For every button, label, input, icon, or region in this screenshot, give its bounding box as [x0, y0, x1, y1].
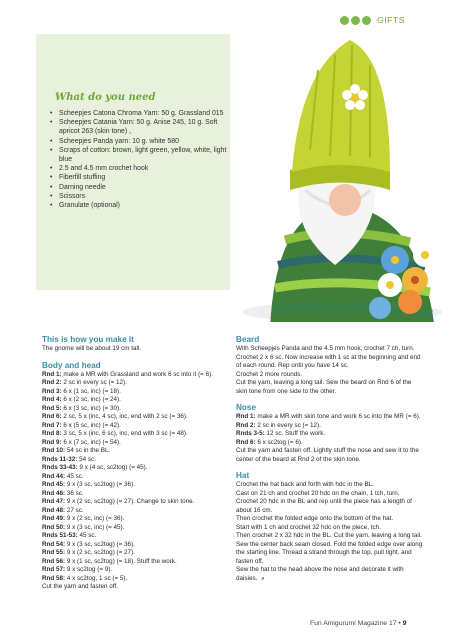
nose-rounds	[236, 413, 424, 447]
page-footer	[310, 620, 406, 627]
round-label: Rnds 33-43:	[42, 464, 78, 471]
round-line	[42, 422, 230, 431]
round-line	[42, 575, 230, 584]
paragraph: Sew the hat to the head above the nose and decorate it with daisies. »	[236, 566, 404, 582]
paragraph: Cut the yarn, leaving a long tail. Sew the beard on Rnd 6 of the skin tone from one side to the other.	[236, 379, 412, 395]
round-text: 9 x (2 sc, sc2tog) (= 27).	[65, 549, 135, 556]
round-label: Rnd 2:	[42, 379, 62, 386]
beard-text	[236, 345, 424, 396]
round-label: Rnds 3-5:	[236, 430, 265, 437]
round-label: Rnd 46:	[42, 489, 66, 497]
badge-icon	[340, 16, 349, 25]
round-text: 36 sc.	[65, 489, 84, 497]
round-line	[42, 473, 230, 482]
round-label: Rnd 9:	[42, 438, 62, 446]
page-number: 9	[402, 620, 407, 627]
round-text: make a MR with Grassland and work 6 sc into it (= 6).	[61, 370, 213, 378]
paragraph: Then crochet 2 x 32 hdc in the BL. Cut the yarn, leaving a long tail.	[236, 532, 422, 539]
beard-heading: Beard	[236, 335, 260, 344]
round-text: 3 sc, 5 x (inc, 6 sc), inc, end with 3 sc (= 48).	[61, 430, 188, 437]
round-text: 9 x (1 sc, sc2tog) (= 18). Stuff the work.	[65, 557, 177, 565]
round-text: 6 x (1 sc, inc) (= 18).	[61, 387, 121, 395]
round-label: Rnd 50:	[42, 523, 66, 531]
round-text: 2 sc, 5 x (inc, 4 sc), inc, end with 2 sc (= 36).	[61, 413, 188, 420]
round-label: Rnd 54:	[42, 540, 66, 548]
round-text: 54 sc in the BL.	[65, 447, 111, 454]
round-text: 9 x (3 sc, sc2tog) (= 36).	[65, 540, 135, 548]
round-text: 9 x (4 sc, sc2tog) (= 45).	[77, 464, 148, 471]
round-line	[42, 490, 230, 499]
round-line	[42, 532, 230, 541]
round-label: Rnd 2:	[236, 421, 256, 429]
round-line	[42, 413, 230, 422]
paragraph: Crochet 2 x 6 sc. Now increase with 1 sc at the beginning and end of each round. Rep until you have 14 sc.	[236, 353, 421, 369]
round-line	[42, 558, 230, 567]
needs-list	[50, 109, 230, 210]
paragraph: Crochet the hat back and forth with hdc in the BL.	[236, 481, 374, 488]
rounds-list	[42, 371, 230, 584]
round-label: Rnd 57:	[42, 566, 66, 573]
round-label: Rnd 1:	[42, 370, 62, 378]
round-text: 9 x sc2tog (= 9).	[65, 566, 113, 573]
needs-item: • Scheepjes Panda yarn: 10 g. white 580	[50, 137, 230, 146]
paragraph: Sew the center back seam closed. Fold the folded edge over along the starting line. Thread a strand through the top, pull tight, and fasten off.	[236, 540, 423, 565]
round-text: 6 x (5 sc, inc) (= 42).	[61, 421, 121, 429]
paragraph: With Scheepjes Panda and the 4.5 mm hook, crochet 7 ch, turn.	[236, 345, 415, 352]
round-text: 12 sc. Stuff the work.	[264, 430, 326, 437]
round-label: Rnd 8:	[42, 430, 62, 437]
round-label: Rnd 45:	[42, 481, 66, 488]
badge-icon	[351, 16, 360, 25]
round-label: Rnds 11-32:	[42, 455, 78, 463]
intro-text: The gnome will be about 19 cm tall.	[42, 345, 142, 352]
round-label: Rnd 44:	[42, 472, 66, 480]
needs-item: • Granulate (optional)	[50, 201, 230, 210]
round-line	[42, 405, 230, 414]
needs-item: • Darning needle	[50, 183, 230, 192]
round-label: Rnd 49:	[42, 515, 66, 522]
round-text: 54 sc.	[77, 455, 96, 463]
round-label: Rnd 58:	[42, 574, 66, 582]
subheading-body-head: Body and head	[42, 360, 101, 370]
round-line	[42, 430, 230, 439]
round-line	[236, 439, 424, 448]
round-label: Rnd 10:	[42, 447, 66, 454]
round-line	[42, 371, 230, 380]
round-line	[236, 430, 424, 439]
needs-item: • Scraps of cotton: brown, light green, yellow, white, light blue	[50, 146, 230, 164]
round-text: 9 x (2 sc, inc) (= 36).	[65, 515, 125, 522]
round-label: Rnd 7:	[42, 421, 62, 429]
round-line	[42, 447, 230, 456]
round-line	[42, 481, 230, 490]
round-text: 6 x sc2tog (= 6).	[255, 438, 303, 446]
round-text: 9 x (2 sc, sc2tog) (= 27). Change to skin tone.	[65, 498, 195, 505]
round-line	[42, 498, 230, 507]
round-label: Rnds 51-53:	[42, 532, 78, 539]
round-label: Rnd 47:	[42, 498, 66, 505]
round-label: Rnd 6:	[42, 413, 62, 420]
paragraph: Crochet 2 more rounds.	[236, 370, 303, 378]
round-line	[42, 388, 230, 397]
continue-arrow-icon: »	[261, 575, 265, 582]
round-text: 2 sc in every sc (= 12).	[255, 421, 321, 429]
section-tag	[340, 15, 405, 25]
gnome-photo	[230, 30, 453, 322]
round-line	[42, 379, 230, 388]
round-text: 9 x (3 sc, inc) (= 45).	[65, 523, 125, 531]
round-line	[42, 507, 230, 516]
needs-item: • 2.5 and 4.5 mm crochet hook	[50, 164, 230, 173]
round-line	[42, 524, 230, 533]
round-text: 27 sc.	[65, 506, 84, 514]
section-label: GIFTS	[377, 15, 406, 25]
round-text: 9 x (3 sc, sc2tog) (= 36).	[65, 481, 135, 488]
round-line	[42, 396, 230, 405]
round-label: Rnd 3:	[42, 387, 62, 395]
round-line	[42, 464, 230, 473]
round-line	[236, 422, 424, 431]
paragraph: Crochet 20 hdc in the BL and rep until the piece has a length of about 16 cm.	[236, 498, 412, 514]
round-label: Rnd 4:	[42, 396, 62, 403]
paragraph: Cast on 21 ch and crochet 20 hdc on the chain, 1 tch, turn.	[236, 489, 400, 497]
outro-text: Cut the yarn and fasten off.	[42, 583, 118, 590]
needs-item: • Scheepjes Catona Chroma Yarn: 50 g. Grassland 015	[50, 109, 230, 118]
round-line	[42, 549, 230, 558]
round-text: make a MR with skin tone and work 6 sc into the MR (= 6).	[255, 413, 421, 420]
round-label: Rnd 6:	[236, 438, 256, 446]
round-label: Rnd 55:	[42, 549, 66, 556]
magazine-name: Fun Amigurumi Magazine 17	[310, 620, 397, 627]
round-text: 45 sc.	[65, 472, 84, 480]
round-line	[42, 541, 230, 550]
round-text: 2 sc in every sc (= 12).	[61, 379, 127, 386]
round-text: 6 x (2 sc, inc) (= 24).	[61, 396, 121, 403]
footer-bullet: •	[398, 620, 401, 627]
nose-heading: Nose	[236, 403, 257, 412]
round-label: Rnd 56:	[42, 557, 66, 565]
needs-item: • Scissors	[50, 192, 230, 201]
needs-item: • Scheepjes Catania Yarn: 50 g. Anise 245, 10 g. Soft apricot 263 (skin tone) ,	[50, 118, 230, 136]
hat-heading: Hat	[236, 471, 250, 480]
round-text: 45 sc.	[77, 532, 97, 539]
round-text: 6 x (3 sc, inc) (= 30).	[61, 404, 121, 412]
hat-text	[236, 481, 424, 583]
paragraph: Start with 1 ch and crochet 32 hdc on the piece, tch.	[236, 523, 381, 531]
needs-item: • Fiberfill stuffing	[50, 173, 230, 182]
instructions-left	[42, 334, 230, 592]
paragraph: Then crochet the folded edge onto the bottom of the hat.	[236, 515, 394, 522]
instructions-right	[236, 334, 424, 583]
section-heading: This is how you make it	[42, 335, 134, 344]
round-line	[236, 413, 424, 422]
round-text: 6 x (7 sc, inc) (= 54).	[61, 438, 121, 446]
round-line	[42, 439, 230, 448]
needs-title: What do you need	[55, 92, 156, 103]
round-line	[42, 456, 230, 465]
round-line	[42, 566, 230, 575]
badge-icon	[362, 16, 371, 25]
round-text: 4 x sc2tog, 1 sc (= 5).	[65, 574, 128, 582]
nose-outro: Cut the yarn and fasten off. Lightly stuff the nose and sew it to the center of the beard at Rnd 2 of the skin tone.	[236, 447, 419, 463]
round-line	[42, 515, 230, 524]
round-label: Rnd 1:	[236, 413, 256, 420]
round-label: Rnd 5:	[42, 404, 62, 412]
round-label: Rnd 48:	[42, 506, 66, 514]
